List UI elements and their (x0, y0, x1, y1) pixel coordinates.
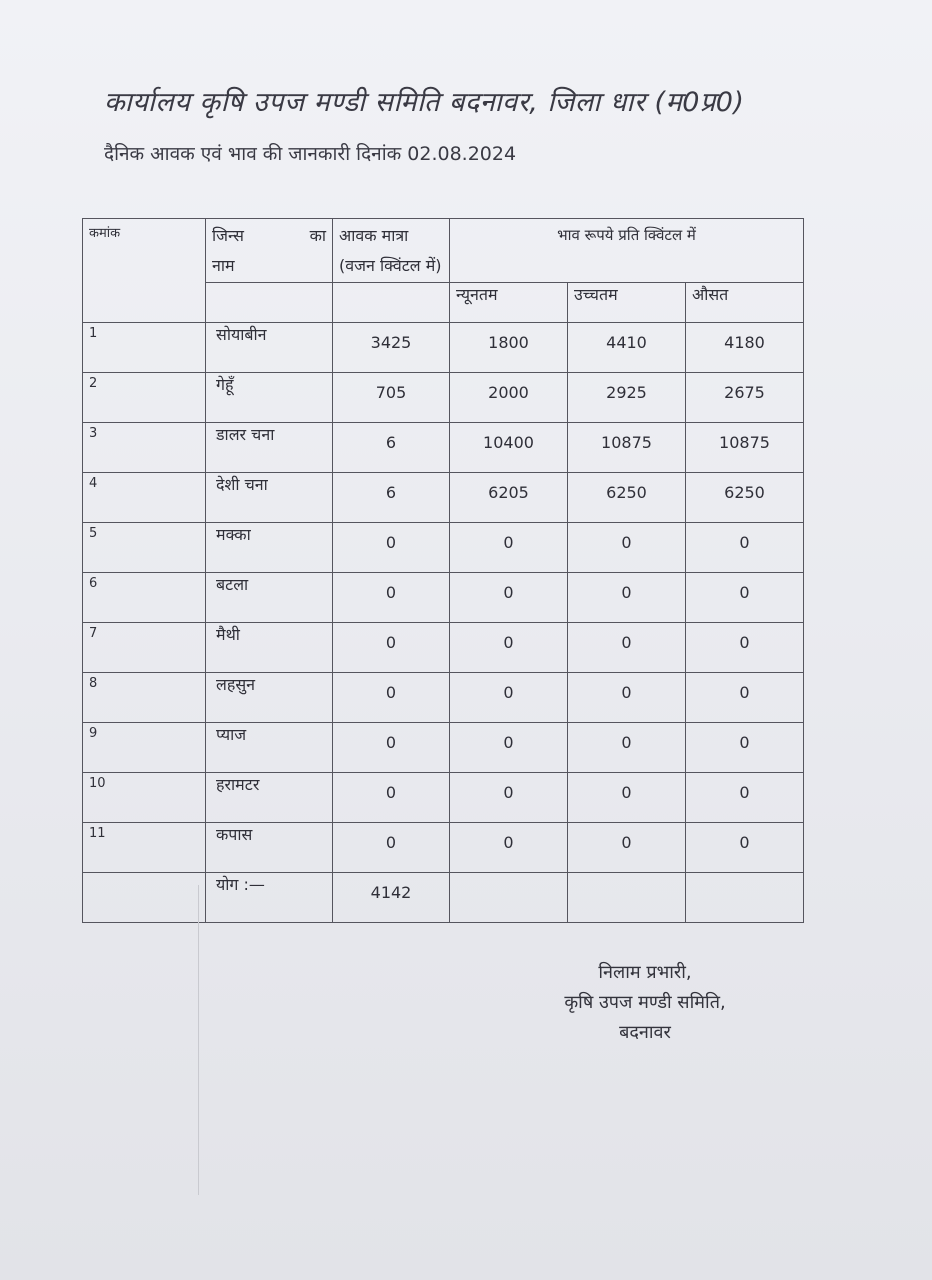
row-avg-price: 2675 (686, 372, 804, 422)
row-sno: 6 (83, 572, 206, 622)
table-row (83, 522, 804, 572)
row-quantity: 0 (333, 822, 450, 872)
total-empty-sno (83, 872, 206, 922)
row-commodity: डालर चना (206, 422, 333, 472)
row-min-price: 0 (450, 672, 568, 722)
row-max-price: 0 (568, 672, 686, 722)
row-quantity: 0 (333, 672, 450, 722)
table-row (83, 672, 804, 722)
signature-line-1: निलाम प्रभारी, (598, 962, 692, 983)
table-row (83, 772, 804, 822)
page-shadow-line (198, 885, 199, 1195)
row-min-price: 2000 (450, 372, 568, 422)
signature-block (540, 958, 750, 1048)
row-quantity: 6 (333, 422, 450, 472)
row-min-price: 0 (450, 822, 568, 872)
total-empty-min (450, 872, 568, 922)
row-max-price: 0 (568, 722, 686, 772)
subheader-empty-name (206, 282, 333, 322)
row-avg-price: 0 (686, 822, 804, 872)
row-commodity: हरामटर (206, 772, 333, 822)
row-avg-price: 0 (686, 672, 804, 722)
row-avg-price: 0 (686, 572, 804, 622)
header-price: भाव रूपये प्रति क्विंटल में (450, 219, 804, 283)
header-quantity: आवक मात्रा (वजन क्विंटल में) (333, 219, 450, 283)
row-commodity: सोयाबीन (206, 322, 333, 372)
row-sno: 3 (83, 422, 206, 472)
row-min-price: 1800 (450, 322, 568, 372)
row-commodity: प्याज (206, 722, 333, 772)
row-sno: 5 (83, 522, 206, 572)
table-row (83, 322, 804, 372)
row-sno: 10 (83, 772, 206, 822)
row-max-price: 4410 (568, 322, 686, 372)
row-min-price: 0 (450, 772, 568, 822)
row-commodity: मैथी (206, 622, 333, 672)
table-row (83, 572, 804, 622)
table-row (83, 622, 804, 672)
signature-line-3: बदनावर (619, 1022, 671, 1043)
header-commodity-word3: नाम (212, 256, 235, 276)
row-max-price: 0 (568, 522, 686, 572)
row-quantity: 3425 (333, 322, 450, 372)
office-title: कार्यालय कृषि उपज मण्डी समिति बदनावर, जिला धार (म0प्र0) (104, 87, 745, 118)
row-avg-price: 4180 (686, 322, 804, 372)
row-max-price: 0 (568, 772, 686, 822)
row-quantity: 0 (333, 572, 450, 622)
row-min-price: 0 (450, 622, 568, 672)
table-row (83, 422, 804, 472)
total-quantity: 4142 (333, 872, 450, 922)
row-max-price: 0 (568, 572, 686, 622)
row-min-price: 0 (450, 522, 568, 572)
table-row (83, 822, 804, 872)
header-sno: कमांक (83, 219, 206, 323)
row-avg-price: 10875 (686, 422, 804, 472)
table-row (83, 372, 804, 422)
row-commodity: कपास (206, 822, 333, 872)
row-min-price: 6205 (450, 472, 568, 522)
row-commodity: मक्का (206, 522, 333, 572)
row-quantity: 0 (333, 522, 450, 572)
row-max-price: 10875 (568, 422, 686, 472)
header-commodity-word1: जिन्स (212, 226, 244, 245)
row-sno: 1 (83, 322, 206, 372)
rates-table (82, 218, 804, 923)
row-quantity: 705 (333, 372, 450, 422)
row-max-price: 0 (568, 622, 686, 672)
header-avg: औसत (686, 282, 804, 322)
row-commodity: बटला (206, 572, 333, 622)
total-empty-max (568, 872, 686, 922)
row-commodity: लहसुन (206, 672, 333, 722)
row-avg-price: 0 (686, 722, 804, 772)
row-max-price: 2925 (568, 372, 686, 422)
header-min: न्यूनतम (450, 282, 568, 322)
row-min-price: 10400 (450, 422, 568, 472)
total-label: योग :— (206, 872, 333, 922)
row-max-price: 0 (568, 822, 686, 872)
row-max-price: 6250 (568, 472, 686, 522)
header-max: उच्चतम (568, 282, 686, 322)
row-commodity: गेहूँ (206, 372, 333, 422)
row-sno: 4 (83, 472, 206, 522)
row-quantity: 0 (333, 622, 450, 672)
header-commodity (206, 219, 333, 283)
row-avg-price: 0 (686, 522, 804, 572)
table-row (83, 722, 804, 772)
row-quantity: 0 (333, 722, 450, 772)
row-sno: 8 (83, 672, 206, 722)
total-empty-avg (686, 872, 804, 922)
row-min-price: 0 (450, 572, 568, 622)
total-row (83, 872, 804, 922)
row-sno: 9 (83, 722, 206, 772)
row-avg-price: 6250 (686, 472, 804, 522)
row-sno: 7 (83, 622, 206, 672)
table-header-row (83, 219, 804, 283)
row-quantity: 6 (333, 472, 450, 522)
report-subtitle: दैनिक आवक एवं भाव की जानकारी दिनांक 02.08.2024 (104, 143, 517, 165)
header-commodity-word2: का (309, 226, 326, 245)
signature-line-2: कृषि उपज मण्डी समिति, (564, 992, 726, 1013)
row-min-price: 0 (450, 722, 568, 772)
table-row (83, 472, 804, 522)
row-sno: 11 (83, 822, 206, 872)
row-avg-price: 0 (686, 622, 804, 672)
row-sno: 2 (83, 372, 206, 422)
row-avg-price: 0 (686, 772, 804, 822)
row-quantity: 0 (333, 772, 450, 822)
row-commodity: देशी चना (206, 472, 333, 522)
subheader-empty-qty (333, 282, 450, 322)
